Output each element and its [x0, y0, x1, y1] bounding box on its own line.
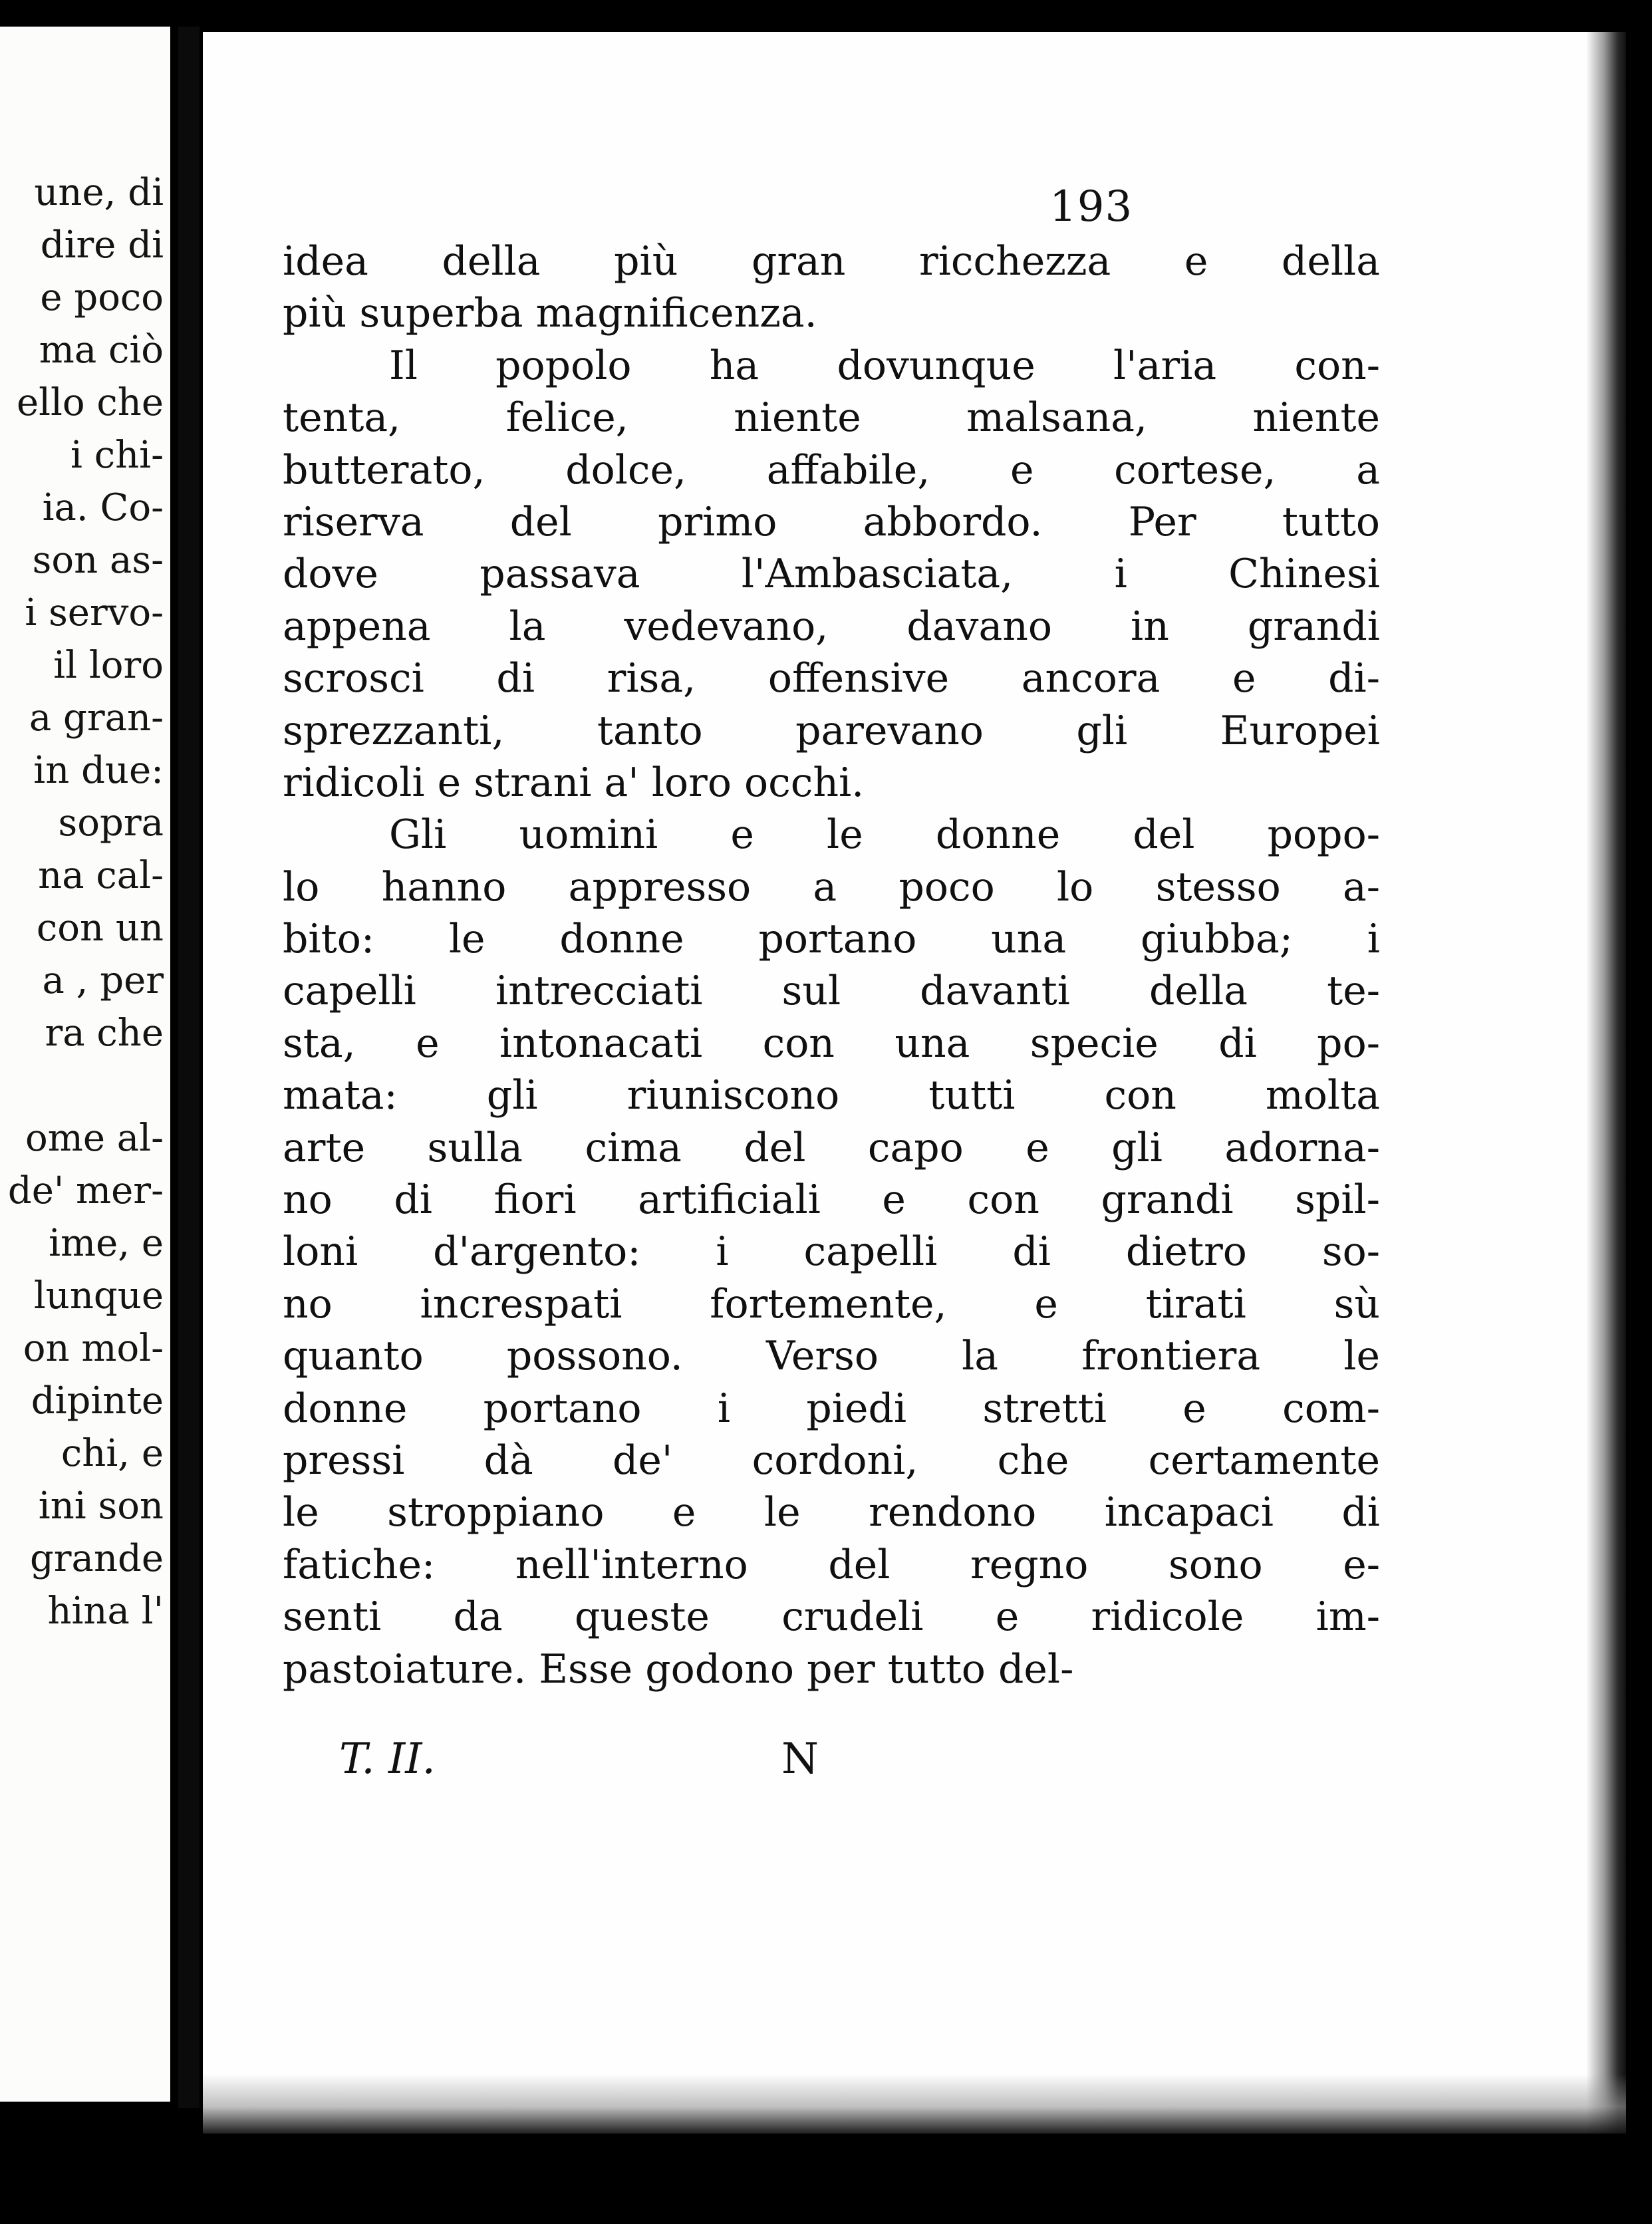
text-line: sta, e intonacati con una specie di po- [283, 1020, 1380, 1067]
page-edge-shadow [1586, 32, 1626, 2134]
left-page-text [8, 166, 164, 1637]
text-line: dove passava l'Ambasciata, i Chinesi [283, 551, 1380, 598]
bottom-edge-shadow [203, 2074, 1626, 2134]
left-page-line: chi, e [61, 1432, 164, 1475]
left-page-line: e poco [40, 276, 164, 319]
text-line: scrosci di risa, offensive ancora e di- [283, 655, 1380, 702]
text-line: idea della più gran ricchezza e della [283, 238, 1380, 285]
body-text [283, 235, 1380, 1695]
left-page-line: dire di [40, 223, 164, 267]
text-line: pressi dà de' cordoni, che certamente [283, 1437, 1380, 1484]
page-number: 193 [1049, 182, 1133, 231]
left-page-line: ime, e [49, 1222, 164, 1265]
left-page-line: a , per [42, 959, 164, 1002]
text-line: riserva del primo abbordo. Per tutto [283, 498, 1380, 545]
text-line: bito: le donne portano una giubba; i [283, 916, 1380, 963]
left-page-line: i chi- [70, 434, 164, 477]
signature-letter: N [781, 1735, 819, 1784]
text-line: no di fiori artificiali e con grandi spil- [283, 1177, 1380, 1224]
text-line: appena la vedevano, davano in grandi [283, 603, 1380, 650]
left-page-line: une, di [34, 171, 164, 214]
text-line: tenta, felice, niente malsana, niente [283, 394, 1380, 442]
left-page-line: hina l' [47, 1590, 164, 1633]
left-page-line [8, 1059, 164, 1112]
text-line: fatiche: nell'interno del regno sono e- [283, 1541, 1380, 1588]
text-line: sprezzanti, tanto parevano gli Europei [283, 707, 1380, 754]
text-line: loni d'argento: i capelli di dietro so- [283, 1228, 1380, 1276]
text-line: Gli uomini e le donne del popo- [389, 811, 1380, 859]
text-line: più superba magnificenza. [283, 290, 817, 337]
left-page-line: na cal- [38, 854, 164, 897]
left-page-line: sopra [58, 801, 164, 845]
text-line: butterato, dolce, affabile, e cortese, a [283, 446, 1380, 493]
text-line: Il popolo ha dovunque l'aria con- [389, 342, 1380, 389]
text-line: lo hanno appresso a poco lo stesso a- [283, 863, 1380, 910]
text-line: arte sulla cima del capo e gli adorna- [283, 1124, 1380, 1171]
left-page-line: il loro [53, 644, 164, 687]
left-page-line: lunque [33, 1274, 164, 1318]
gutter-rule [178, 27, 200, 2108]
left-page-line: grande [29, 1537, 164, 1580]
left-page-line: in due: [33, 749, 164, 792]
text-line: donne portano i piedi stretti e com- [283, 1385, 1380, 1432]
left-page-line: a gran- [29, 696, 164, 740]
left-page-line: ra che [45, 1012, 164, 1055]
text-line: le stroppiano e le rendono incapaci di [283, 1489, 1380, 1536]
text-line: senti da queste crudeli e ridicole im- [283, 1594, 1380, 1641]
left-page-line: ello che [16, 381, 164, 424]
left-page-fragment [0, 27, 170, 2102]
text-line: pastoiature. Esse godono per tutto del- [283, 1645, 1074, 1693]
left-page-line: dipinte [31, 1379, 164, 1423]
left-page-line: ome al- [25, 1117, 164, 1160]
right-page [203, 32, 1626, 2134]
left-page-line: ma ciò [39, 329, 164, 372]
text-line: no increspati fortemente, e tirati sù [283, 1280, 1380, 1327]
left-page-line: ini son [38, 1484, 164, 1528]
left-page-line: son as- [32, 539, 164, 582]
left-page-line: on mol- [23, 1327, 164, 1370]
text-line: mata: gli riuniscono tutti con molta [283, 1072, 1380, 1119]
text-line: ridicoli e strani a' loro occhi. [283, 759, 865, 806]
text-line: quanto possono. Verso la frontiera le [283, 1333, 1380, 1380]
left-page-line: ia. Co- [42, 486, 164, 529]
left-page-line: de' mer- [7, 1169, 164, 1212]
signature-mark: T. II. [339, 1735, 436, 1784]
left-page-line: i servo- [25, 591, 164, 634]
text-line: capelli intrecciati sul davanti della te- [283, 968, 1380, 1015]
left-page-line: con un [36, 906, 164, 950]
